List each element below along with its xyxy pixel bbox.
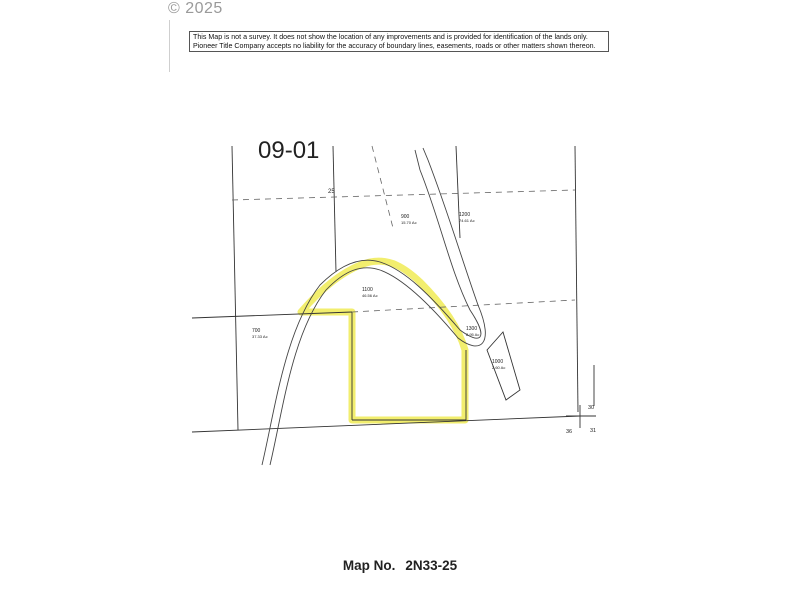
parcel-label-1100 <box>362 287 378 298</box>
dashed-lines <box>232 146 575 312</box>
section-number-25: 25 <box>328 189 335 195</box>
boundary-lines <box>192 146 596 432</box>
svg-text:1000: 1000 <box>492 359 504 365</box>
svg-text:74.61 Ac: 74.61 Ac <box>459 218 475 223</box>
svg-text:15.70 Ac: 15.70 Ac <box>401 220 417 225</box>
parcel-label-1300 <box>466 326 479 337</box>
section-number-31: 31 <box>590 428 597 434</box>
svg-text:900: 900 <box>401 214 410 220</box>
section-number-36: 36 <box>566 429 573 435</box>
parcel-label-1200 <box>459 212 475 223</box>
disclaimer-line-2: Pioneer Title Company accepts no liability for the accuracy of boundary lines, easements, roads or other matters shown thereon. <box>193 42 596 50</box>
map-number <box>0 558 800 573</box>
section-number-30: 30 <box>588 405 595 411</box>
svg-text:1100: 1100 <box>362 287 373 293</box>
parcel-1100-highlight <box>301 261 465 420</box>
disclaimer-line-1: This Map is not a survey. It does not show the location of any improvements and is provided for identification of the lands only. <box>193 33 588 41</box>
svg-text:37.33 Ac: 37.33 Ac <box>252 334 268 339</box>
section-label: 09-01 <box>258 137 320 164</box>
svg-text:2.60 Ac: 2.60 Ac <box>492 365 506 370</box>
svg-text:1200: 1200 <box>459 212 471 218</box>
map-number-label: Map No. <box>342 558 396 573</box>
parcel-label-700 <box>252 328 268 339</box>
svg-text:700: 700 <box>252 328 261 334</box>
copyright-notice: © 2025 <box>168 0 223 17</box>
svg-text:2.95 Ac: 2.95 Ac <box>466 332 480 337</box>
svg-text:46.56 Ac: 46.56 Ac <box>362 293 378 298</box>
map-number-value: 2N33-25 <box>405 558 458 573</box>
parcel-label-900 <box>401 214 417 225</box>
svg-text:1300: 1300 <box>466 326 478 332</box>
parcel-label-1000 <box>492 359 505 370</box>
